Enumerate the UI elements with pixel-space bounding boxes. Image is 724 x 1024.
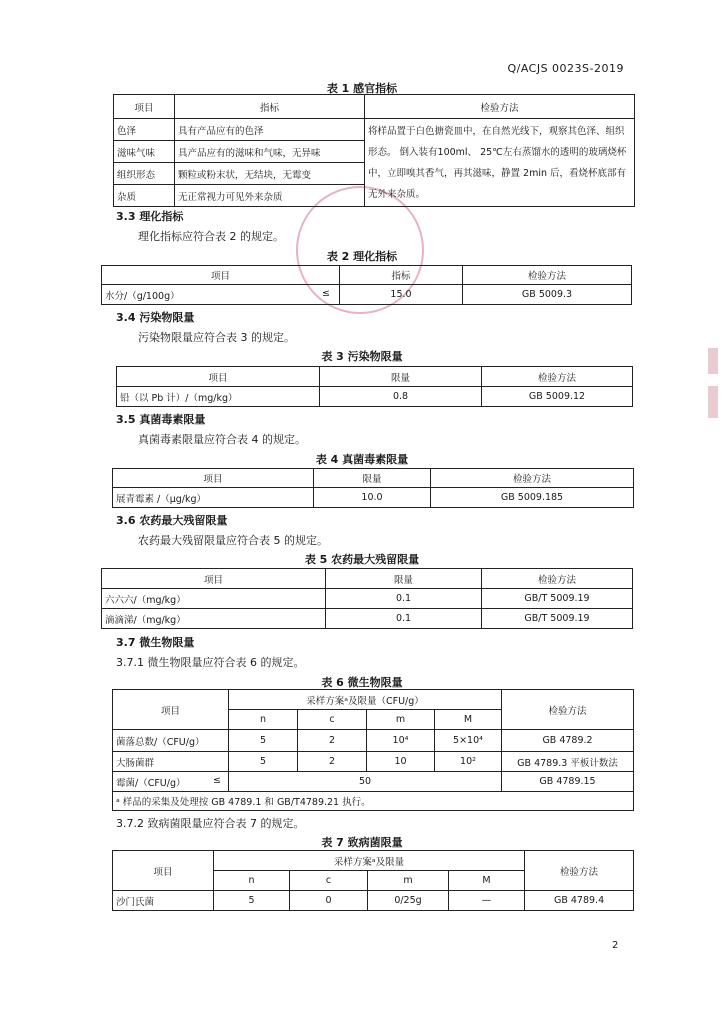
table-cell: 10.0 <box>314 488 431 508</box>
table-header-cell: m <box>367 710 435 730</box>
table-cell: 大肠菌群 <box>113 752 229 772</box>
table-header-cell: 项目 <box>102 569 326 589</box>
section-heading: 3.4 污染物限量 <box>116 311 195 324</box>
table-cell: 5 <box>229 730 298 752</box>
document-code: Q/ACJS 0023S-2019 <box>507 62 624 75</box>
table-cell: 具产品应有的滋味和气味，无异味 <box>175 141 365 163</box>
table-cell: 50 <box>229 772 502 792</box>
table-header-cell: 检验方法 <box>525 851 634 891</box>
table4-caption: 表 4 真菌毒素限量 <box>315 453 409 466</box>
table-header-cell: 项目 <box>114 95 175 119</box>
table-header-cell: 项目 <box>113 851 214 891</box>
table6-caption: 表 6 微生物限量 <box>321 676 403 689</box>
section-heading: 3.7 微生物限量 <box>116 636 195 649</box>
table-microbial <box>112 689 634 811</box>
section-heading: 3.5 真菌毒素限量 <box>116 413 206 426</box>
table-cell: 0.8 <box>320 387 482 407</box>
section-text: 3.7.1 微生物限量应符合表 6 的规定。 <box>116 656 305 669</box>
table-cell: GB/T 5009.19 <box>482 609 633 629</box>
table-cell: GB 5009.185 <box>431 488 634 508</box>
page-number: 2 <box>612 940 619 951</box>
section-text: 理化指标应符合表 2 的规定。 <box>138 230 284 243</box>
table-header-cell: 限量 <box>314 469 431 488</box>
table-cell: GB 4789.2 <box>502 730 634 752</box>
table-cell: GB 4789.4 <box>525 891 634 911</box>
le-symbol: ≤ <box>322 287 330 299</box>
table-header-cell: 检验方法 <box>482 367 633 387</box>
table-sensory <box>113 94 635 207</box>
table-cell: 2 <box>298 752 367 772</box>
table-header-cell: n <box>214 871 290 891</box>
table-header-cell: 检验方法 <box>502 690 634 730</box>
section-text: 农药最大残留限量应符合表 5 的规定。 <box>138 534 328 547</box>
table-cell: GB 5009.12 <box>482 387 633 407</box>
section-heading: 3.3 理化指标 <box>116 210 184 223</box>
table-cell: — <box>449 891 525 911</box>
table7-caption: 表 7 致病菌限量 <box>321 836 403 849</box>
sensory-method-cell: 将样品置于白色搪瓷皿中，在自然光线下，观察其色泽、组织形态。 倒入装有100ml、 25℃左右蒸馏水的透明的玻璃烧杯中，立即嗅其香气，再其滋味，静置 2min 后，看烧杯底部有无外来杂质。 <box>365 119 635 207</box>
table-header-cell: 指标 <box>175 95 365 119</box>
table-header-cell: 项目 <box>113 469 314 488</box>
table-header-cell: c <box>290 871 368 891</box>
table3-caption: 表 3 污染物限量 <box>321 350 403 363</box>
table-physchem <box>101 265 632 305</box>
table5-caption: 表 5 农药最大残留限量 <box>304 553 420 566</box>
section-text: 真菌毒素限量应符合表 4 的规定。 <box>138 433 306 446</box>
table-cell: 无正常视力可见外来杂质 <box>175 185 365 207</box>
item-label: 霉菌/（CFU/g） <box>116 777 186 789</box>
table-cell: 颗粒或粉末状，无结块，无霉变 <box>175 163 365 185</box>
table-header-cell: 检验方法 <box>482 569 633 589</box>
table-cell: 0/25g <box>368 891 449 911</box>
table-cell: 15.0 <box>340 285 463 305</box>
table-cell: 10 <box>367 752 435 772</box>
table-contaminant <box>116 366 633 407</box>
section-heading: 3.6 农药最大残留限量 <box>116 514 228 527</box>
table-header-cell: 指标 <box>340 266 463 285</box>
table-header-cell: n <box>229 710 298 730</box>
table-cell: 组织形态 <box>114 163 175 185</box>
table-header-cell: c <box>298 710 367 730</box>
edge-seal-mark <box>708 386 718 418</box>
table-cell: GB/T 5009.19 <box>482 589 633 609</box>
table-header-cell: 采样方案ᵃ及限量（CFU/g） <box>229 690 502 710</box>
table-cell: GB 5009.3 <box>463 285 632 305</box>
table1-caption: 表 1 感官指标 <box>326 82 398 95</box>
table-pesticide <box>101 568 633 629</box>
table-cell <box>102 285 340 305</box>
table-cell: 滋味气味 <box>114 141 175 163</box>
table-cell: 0.1 <box>326 589 482 609</box>
item-label: 水分/（g/100g） <box>105 290 180 302</box>
table-cell: 5×10⁴ <box>435 730 502 752</box>
table-cell: GB 4789.15 <box>502 772 634 792</box>
table-cell: 沙门氏菌 <box>113 891 214 911</box>
table-footnote: ᵃ 样品的采集及处理按 GB 4789.1 和 GB/T4789.21 执行。 <box>113 792 634 811</box>
table-header-cell: 项目 <box>102 266 340 285</box>
table-cell: GB 4789.3 平板计数法 <box>502 752 634 772</box>
table-pathogen <box>112 850 634 911</box>
section-text: 污染物限量应符合表 3 的规定。 <box>138 331 295 344</box>
table-cell: 铅（以 Pb 计）/（mg/kg） <box>117 387 320 407</box>
table-mycotoxin <box>112 468 634 508</box>
table-header-cell: 检验方法 <box>365 95 635 119</box>
section-text: 3.7.2 致病菌限量应符合表 7 的规定。 <box>116 817 305 830</box>
table-header-cell: 检验方法 <box>431 469 634 488</box>
table-cell: 5 <box>214 891 290 911</box>
table-header-cell: 采样方案ᵃ及限量 <box>214 851 525 871</box>
table-cell: 具有产品应有的色泽 <box>175 119 365 141</box>
table-cell: 色泽 <box>114 119 175 141</box>
table-cell: 2 <box>298 730 367 752</box>
table-header-cell: 限量 <box>326 569 482 589</box>
table2-caption: 表 2 理化指标 <box>326 250 398 263</box>
table-cell <box>113 772 229 792</box>
table-header-cell: 项目 <box>117 367 320 387</box>
table-cell: 0 <box>290 891 368 911</box>
table-cell: 六六六/（mg/kg） <box>102 589 326 609</box>
table-cell: 滴滴涕/（mg/kg） <box>102 609 326 629</box>
table-header-cell: 检验方法 <box>463 266 632 285</box>
table-header-cell: M <box>449 871 525 891</box>
table-cell: 菌落总数/（CFU/g） <box>113 730 229 752</box>
le-symbol: ≤ <box>213 774 221 786</box>
table-header-cell: 项目 <box>113 690 229 730</box>
table-cell: 杂质 <box>114 185 175 207</box>
table-header-cell: M <box>435 710 502 730</box>
table-cell: 10² <box>435 752 502 772</box>
table-header-cell: m <box>368 871 449 891</box>
table-cell: 10⁴ <box>367 730 435 752</box>
table-cell: 0.1 <box>326 609 482 629</box>
table-cell: 5 <box>229 752 298 772</box>
table-cell: 展青霉素 /（μg/kg） <box>113 488 314 508</box>
table-header-cell: 限量 <box>320 367 482 387</box>
